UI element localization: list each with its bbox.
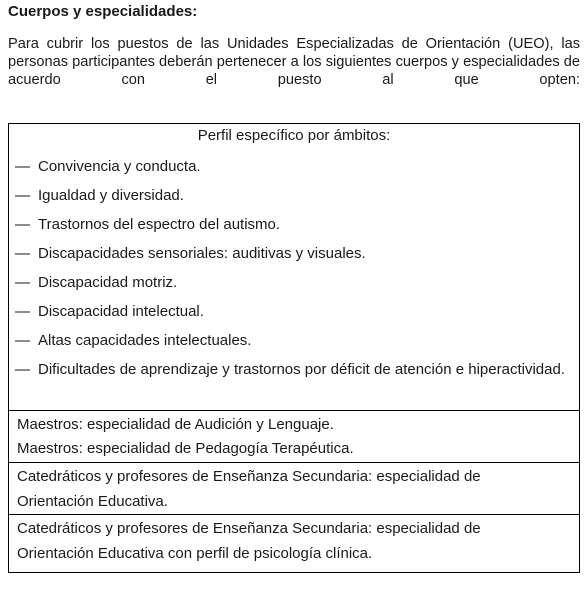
list-item-text: Igualdad y diversidad. [38, 187, 184, 204]
specialties-table [8, 123, 580, 573]
dash-bullet: — [15, 187, 30, 204]
profile-list [9, 152, 579, 413]
list-item-text: Dificultades de aprendizaje y trastornos por déficit de atención e hiperactividad. [38, 361, 565, 378]
profile-title: Perfil específico por ámbitos: [197, 127, 391, 144]
dash-bullet: — [15, 158, 30, 175]
dash-bullet: — [15, 245, 30, 262]
list-item-text: Altas capacidades intelectuales. [38, 332, 252, 349]
list-item-text: Trastornos del espectro del autismo. [38, 216, 281, 233]
maestros-pedagogia: Maestros: especialidad de Pedagogía Terapéutica. [17, 440, 354, 457]
dash-bullet: — [15, 332, 30, 349]
catedraticos-line-1: Catedráticos y profesores de Enseñanza Secundaria: especialidad de [17, 468, 481, 485]
list-item [9, 152, 579, 181]
list-item-text: Discapacidad intelectual. [38, 303, 204, 320]
maestros-section [9, 410, 579, 462]
section-heading: Cuerpos y especialidades: [8, 3, 198, 20]
list-item [9, 268, 579, 297]
list-item [9, 210, 579, 239]
catedraticos-line-1: Catedráticos y profesores de Enseñanza Secundaria: especialidad de [17, 520, 481, 537]
dash-bullet: — [15, 303, 30, 320]
profile-section [9, 124, 579, 410]
dash-bullet: — [15, 361, 30, 378]
dash-bullet: — [15, 216, 30, 233]
catedraticos-psicologia-section [9, 514, 579, 572]
maestros-audicion: Maestros: especialidad de Audición y Lenguaje. [17, 416, 334, 433]
list-item [9, 239, 579, 268]
catedraticos-line-2: Orientación Educativa. [17, 493, 168, 510]
list-item [9, 181, 579, 210]
list-item [9, 355, 579, 413]
dash-bullet: — [15, 274, 30, 291]
catedraticos-line-2: Orientación Educativa con perfil de psicología clínica. [17, 545, 373, 562]
list-item-text: Convivencia y conducta. [38, 158, 201, 175]
list-item [9, 297, 579, 326]
list-item [9, 326, 579, 355]
intro-paragraph: Para cubrir los puestos de las Unidades Especializadas de Orientación (UEO), las personas participantes deberán pertenecer a los siguientes cuerpos y especialidades de acuerdo con el puesto al que opten: [8, 36, 580, 88]
catedraticos-orientacion-section [9, 462, 579, 514]
list-item-text: Discapacidades sensoriales: auditivas y visuales. [38, 245, 366, 262]
list-item-text: Discapacidad motriz. [38, 274, 178, 291]
